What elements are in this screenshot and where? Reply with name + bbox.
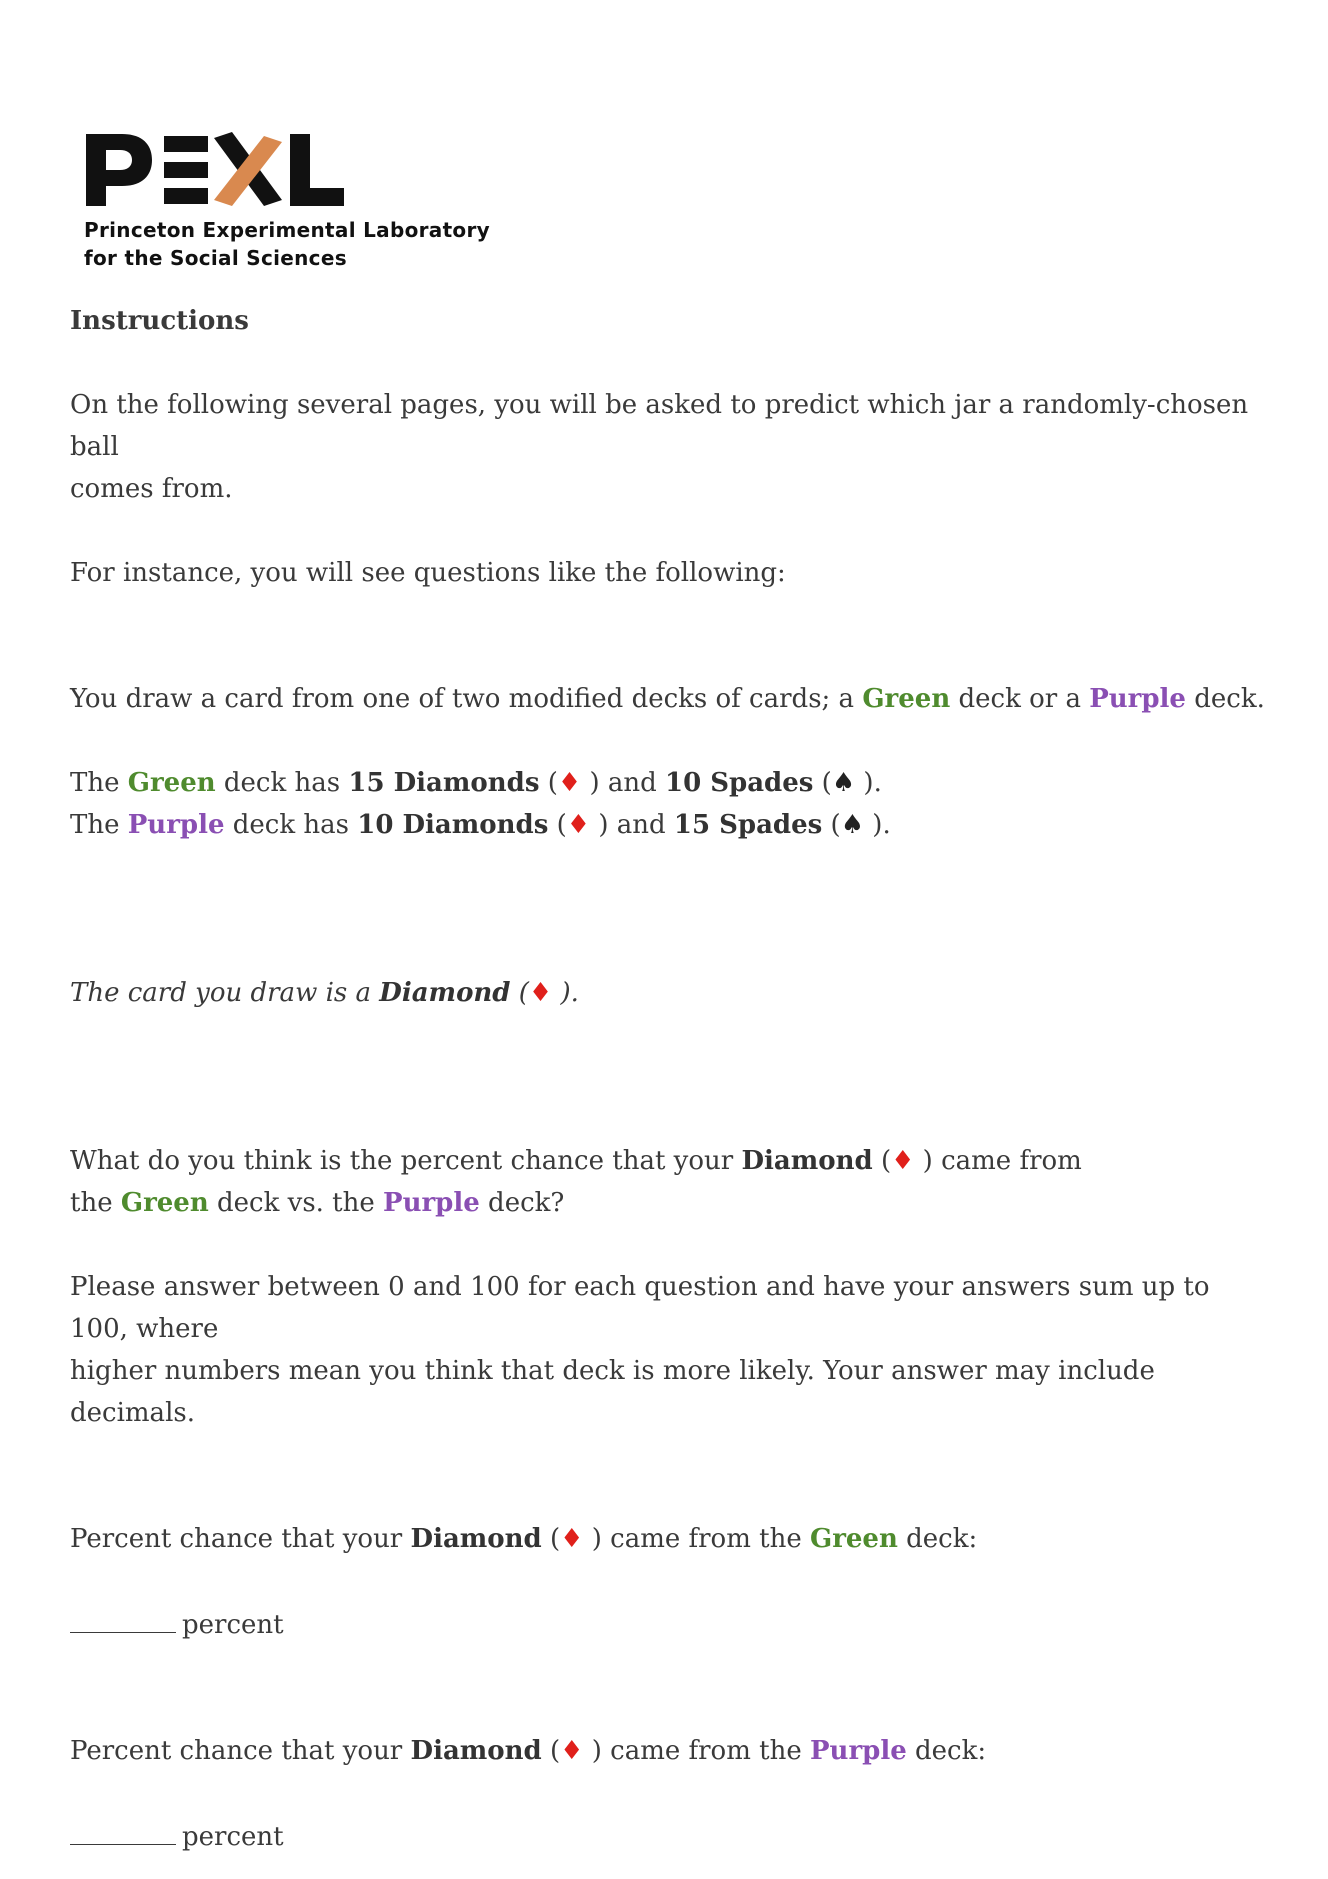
green-deck-close1: ) and [581, 768, 666, 798]
intro-paragraph [70, 384, 1270, 510]
green-deck-composition [70, 762, 1270, 846]
question-green: Green [120, 1188, 209, 1218]
answer-instructions [70, 1266, 1270, 1434]
intro-line1: On the following several pages, you will be asked to predict which jar a randomly-chosen ball [70, 390, 1249, 462]
q-green-close: ) came from the [583, 1524, 810, 1554]
answer-instructions-line1: Please answer between 0 and 100 for each question and have your answers sum up to 100, where [70, 1272, 1210, 1344]
diamond-icon: ♦ [557, 768, 582, 798]
purple-answer-row [70, 1814, 1270, 1858]
question-post: deck? [479, 1188, 565, 1218]
page-heading: Instructions [70, 306, 249, 336]
question-line2-pre: the [70, 1188, 121, 1218]
purple-deck-has: deck has [224, 810, 358, 840]
purple-deck-open1: ( [548, 810, 567, 840]
diamond-icon: ♦ [528, 978, 553, 1008]
card-pre: The card you draw is a [70, 978, 380, 1008]
diamond-icon: ♦ [566, 810, 591, 840]
pexl-logo-mark [82, 130, 352, 210]
purple-deck-open2: ( [822, 810, 841, 840]
green-deck-name: Green [127, 768, 216, 798]
q-purple-pre: Percent chance that your [70, 1736, 411, 1766]
green-percent-unit: percent [182, 1610, 284, 1640]
question-close: ) came from [914, 1146, 1082, 1176]
purple-deck-close2: ). [864, 810, 891, 840]
green-deck-label: Green [862, 684, 951, 714]
draw-post: deck. [1185, 684, 1265, 714]
card-open: ( [510, 978, 529, 1008]
question-open: ( [872, 1146, 892, 1176]
question-mid: deck vs. the [208, 1188, 384, 1218]
card-suit: Diamond [379, 978, 511, 1008]
green-deck-has: deck has [215, 768, 349, 798]
diamond-icon: ♦ [560, 1524, 584, 1554]
diamond-icon: ♦ [891, 1146, 915, 1176]
intro-line2: comes from. [70, 474, 233, 504]
q-purple-deck: Purple [809, 1736, 907, 1766]
document-body [70, 300, 1270, 1858]
green-deck-spades-count: 10 Spades [665, 768, 814, 798]
instance-text: For instance, you will see questions like the following: [70, 558, 786, 588]
green-answer-row [70, 1602, 1270, 1646]
purple-deck-name: Purple [127, 810, 225, 840]
q-purple-close: ) came from the [583, 1736, 810, 1766]
purple-deck-the: The [70, 810, 128, 840]
logo-subtitle-line2: for the Social Sciences [84, 246, 347, 270]
green-question [70, 1518, 1270, 1560]
diamond-icon: ♦ [560, 1736, 584, 1766]
green-deck-close2: ). [855, 768, 882, 798]
purple-question [70, 1730, 1270, 1772]
logo-subtitle [84, 216, 490, 272]
green-deck-diamonds-count: 15 Diamonds [348, 768, 540, 798]
draw-description [70, 678, 1270, 720]
purple-deck-spades-count: 15 Spades [673, 810, 823, 840]
question-purple: Purple [383, 1188, 480, 1218]
purple-percent-blank[interactable] [70, 1814, 176, 1845]
q-green-pre: Percent chance that your [70, 1524, 411, 1554]
card-drawn-statement [70, 972, 1270, 1014]
green-percent-blank[interactable] [70, 1602, 176, 1633]
question-suit: Diamond [741, 1146, 873, 1176]
purple-percent-unit: percent [182, 1822, 284, 1852]
draw-mid: deck or a [950, 684, 1090, 714]
q-green-post: deck: [897, 1524, 978, 1554]
q-purple-open: ( [541, 1736, 561, 1766]
q-green-open: ( [541, 1524, 561, 1554]
green-deck-the: The [70, 768, 128, 798]
q-green-deck: Green [809, 1524, 898, 1554]
green-deck-open2: ( [813, 768, 832, 798]
logo-subtitle-line1: Princeton Experimental Laboratory [84, 218, 490, 242]
q-purple-post: deck: [906, 1736, 987, 1766]
purple-deck-diamonds-count: 10 Diamonds [357, 810, 549, 840]
question-pre: What do you think is the percent chance that your [70, 1146, 742, 1176]
purple-deck-label: Purple [1089, 684, 1186, 714]
question-text [70, 1140, 1270, 1224]
spade-icon: ♠ [831, 768, 856, 798]
purple-deck-close1: ) and [590, 810, 674, 840]
card-close: ). [552, 978, 579, 1008]
q-purple-suit: Diamond [410, 1736, 542, 1766]
green-deck-open1: ( [539, 768, 558, 798]
spade-icon: ♠ [840, 810, 865, 840]
q-green-suit: Diamond [410, 1524, 542, 1554]
draw-pre: You draw a card from one of two modified decks of cards; a [70, 684, 863, 714]
answer-instructions-line2: higher numbers mean you think that deck is more likely. Your answer may include decimals. [70, 1356, 1155, 1428]
pexl-logo [82, 130, 522, 270]
